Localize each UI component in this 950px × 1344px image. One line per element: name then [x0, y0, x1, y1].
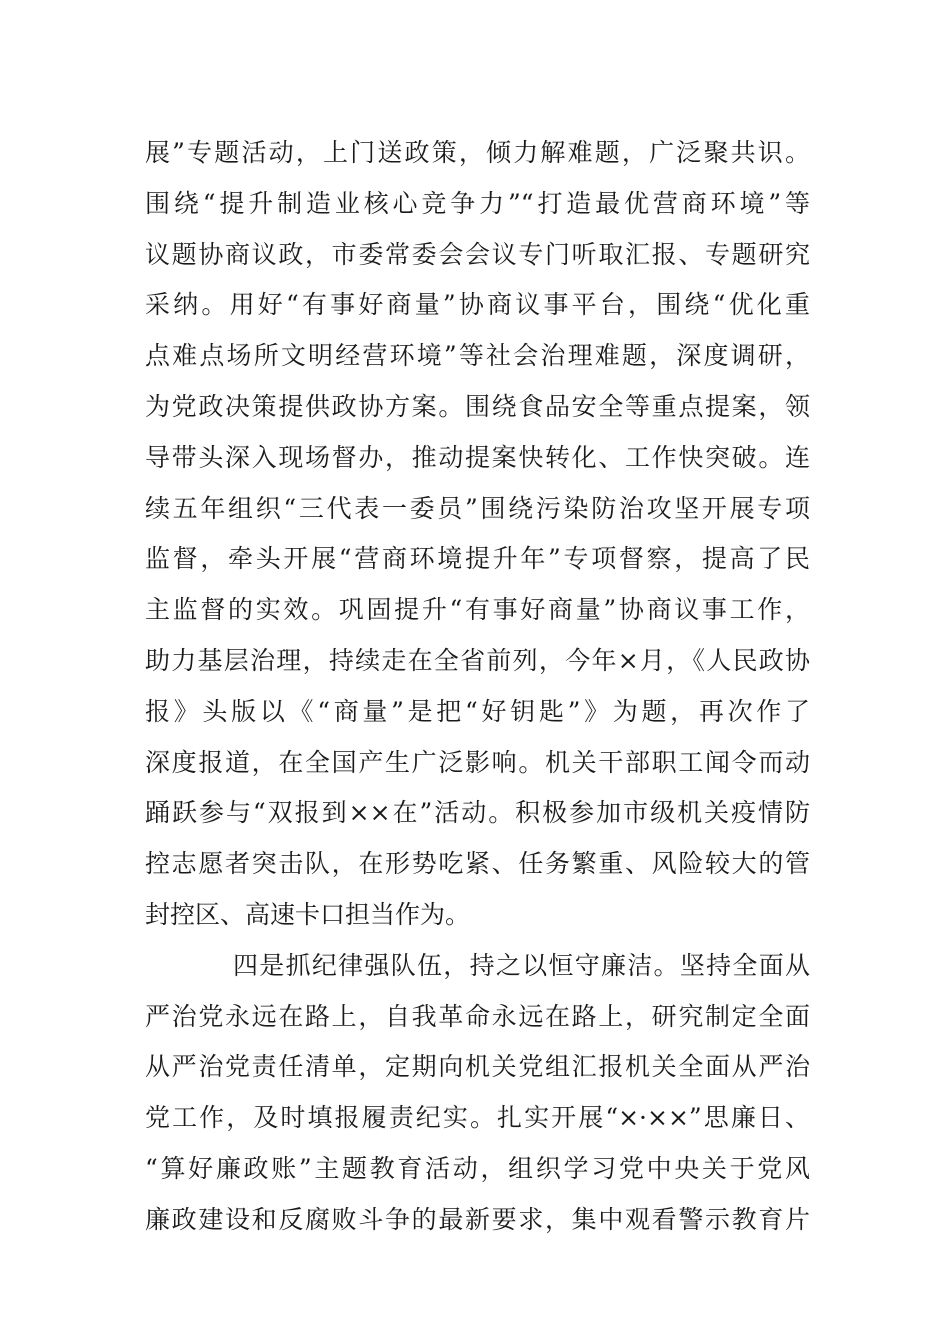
text-line-15: 控志愿者突击队，在形势吃紧、任务繁重、风险较大的管 — [145, 849, 810, 879]
text-line-7: 导带头深入现场督办，推动提案快转化、工作快突破。连 — [145, 442, 810, 472]
paragraph-start-line: 四是抓纪律强队伍，持之以恒守廉洁。坚持全面从 — [233, 950, 810, 980]
text-line-3: 议题协商议政，市委常委会会议专门听取汇报、专题研究 — [145, 239, 810, 269]
body-text — [145, 128, 810, 1246]
text-line-2: 围绕“提升制造业核心竞争力”“打造最优营商环境”等 — [145, 188, 810, 218]
text-line-10: 主监督的实效。巩固提升“有事好商量”协商议事工作， — [145, 595, 810, 625]
text-line-21: “算好廉政账”主题教育活动，组织学习党中央关于党风 — [145, 1153, 810, 1183]
text-line-22: 廉政建设和反腐败斗争的最新要求，集中观看警示教育片 — [145, 1204, 810, 1234]
text-line-8: 续五年组织“三代表一委员”围绕污染防治攻坚开展专项 — [145, 493, 810, 523]
text-line-16: 封控区、高速卡口担当作为。 — [145, 899, 471, 929]
text-line-6: 为党政决策提供政协方案。围绕食品安全等重点提案，领 — [145, 391, 810, 421]
text-line-18: 严治党永远在路上，自我革命永远在路上，研究制定全面 — [145, 1001, 810, 1031]
text-line-11: 助力基层治理，持续走在全省前列，今年×月，《人民政协 — [145, 645, 810, 675]
text-line-14: 踊跃参与“双报到××在”活动。积极参加市级机关疫情防 — [145, 798, 810, 828]
text-line-5: 点难点场所文明经营环境”等社会治理难题，深度调研， — [145, 341, 810, 371]
text-line-20: 党工作，及时填报履责纪实。扎实开展“×·××”思廉日、 — [145, 1103, 810, 1133]
text-line-19: 从严治党责任清单，定期向机关党组汇报机关全面从严治 — [145, 1052, 810, 1082]
text-line-13: 深度报道，在全国产生广泛影响。机关干部职工闻令而动 — [145, 747, 810, 777]
text-line-9: 监督，牵头开展“营商环境提升年”专项督察，提高了民 — [145, 544, 810, 574]
text-line-4: 采纳。用好“有事好商量”协商议事平台，围绕“优化重 — [145, 290, 810, 320]
text-line-1: 展”专题活动，上门送政策，倾力解难题，广泛聚共识。 — [145, 138, 810, 167]
text-line-12: 报》头版以《“商量”是把“好钥匙”》为题，再次作了 — [145, 696, 810, 726]
